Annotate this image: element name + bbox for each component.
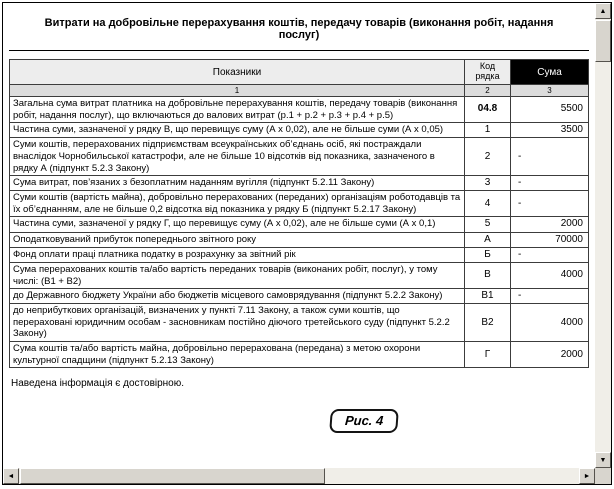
sum-cell: 2000 [511,342,589,368]
indicator-cell: до неприбуткових організацій, визначених у пункті 7.11 Закону, а також суми коштів, що перераховані юридичним особам - засновникам постійно діючого третейського суду (підпункт 5.2.2 Закону) [10,304,465,342]
table-header-row [10,60,589,85]
header-indicators: Показники [10,60,465,85]
figure-callout [329,409,399,433]
code-cell: 1 [465,123,511,138]
code-cell: А [465,232,511,247]
sum-cell: 5500 [511,97,589,123]
scroll-left-icon: ◄ [7,472,15,480]
code-cell: 04.8 [465,97,511,123]
indicator-cell: Частина суми, зазначеної у рядку Г, що перевищує суму (А х 0,02), але не більше суми (А х 0,1) [10,217,465,232]
title-divider [9,50,589,51]
sum-cell: 4000 [511,304,589,342]
header-sum: Сума [511,60,589,85]
table-row [10,176,589,191]
scrollbar-corner [595,468,611,484]
sum-cell: - [511,138,589,176]
indicator-cell: до Державного бюджету України або бюджетів місцевого самоврядування (підпункт 5.2.2 Закону) [10,289,465,304]
table-row [10,123,589,138]
table-row [10,262,589,288]
table-row [10,191,589,217]
table-row [10,247,589,262]
code-cell: 3 [465,176,511,191]
indicator-cell: Суми коштів (вартість майна), добровільно перерахованих (переданих) організаціям роботодавців та їх об’єднанням, але не більше 0,2 відсотка від показника у рядку Б (підпункт 5.2.17 Закону) [10,191,465,217]
code-cell: Б [465,247,511,262]
table-row [10,232,589,247]
sum-cell: - [511,191,589,217]
table-row [10,97,589,123]
code-cell: 2 [465,138,511,176]
indicator-cell: Фонд оплати праці платника податку в розрахунку за звітний рік [10,247,465,262]
sum-cell: - [511,289,589,304]
scroll-down-icon: ▼ [599,456,607,464]
indicator-cell: Частина суми, зазначеної у рядку В, що перевищує суму (А х 0,02), але не більше суми (А х 0,05) [10,123,465,138]
sum-cell: 2000 [511,217,589,232]
scroll-right-icon: ► [583,472,591,480]
report-content [3,3,595,468]
code-cell: 5 [465,217,511,232]
column-number-2: 2 [465,85,511,97]
horizontal-scrollbar[interactable] [3,468,595,484]
table-row [10,342,589,368]
indicator-cell: Сума коштів та/або вартість майна, добровільно перерахована (передана) з метою охорони культурної спадщини (підпункт 5.2.13 Закону) [10,342,465,368]
table-row [10,217,589,232]
table-row [10,138,589,176]
scroll-left-button[interactable] [3,468,19,484]
footer-note: Наведена інформація є достовірною. [11,378,185,390]
scroll-up-button[interactable] [595,3,611,19]
indicator-cell: Оподатковуваний прибуток попереднього звітного року [10,232,465,247]
report-table-body [10,97,589,368]
figure-label: Рис. 4 [344,413,384,428]
column-number-1: 1 [10,85,465,97]
indicator-cell: Суми коштів, перерахованих підприємствам всеукраїнських об’єднань осіб, які постраждали внаслідок Чорнобильської катастрофи, але не більше 10 відсотків від показника, зазначеного в рядку А (підпункт 5.2.3 Закону) [10,138,465,176]
sum-cell: - [511,176,589,191]
indicator-cell: Сума перерахованих коштів та/або вартість переданих товарів (виконаних робіт, послуг), у тому числі: (В1 + В2) [10,262,465,288]
header-code: Код рядка [465,60,511,85]
code-cell: В2 [465,304,511,342]
column-number-3: 3 [511,85,589,97]
code-cell: В [465,262,511,288]
vertical-scrollbar[interactable] [595,3,611,468]
vertical-scroll-thumb[interactable] [595,20,611,62]
page-title: Витрати на добровільне перерахування коштів, передачу товарів (виконання робіт, надання послуг) [44,17,554,41]
report-table [9,59,589,368]
table-row [10,289,589,304]
sum-cell: 70000 [511,232,589,247]
code-cell: Г [465,342,511,368]
code-cell: В1 [465,289,511,304]
scroll-up-icon: ▲ [599,7,607,15]
sum-cell: 3500 [511,123,589,138]
report-window [2,2,612,485]
sum-cell: 4000 [511,262,589,288]
code-cell: 4 [465,191,511,217]
sum-cell: - [511,247,589,262]
indicator-cell: Загальна сума витрат платника на добровільне перерахування коштів, передачу товарів (виконання робіт, надання послуг), що включаються до валових витрат (р.1 + р.2 + р.3 + р.4 + р.5) [10,97,465,123]
indicator-cell: Сума витрат, пов’язаних з безоплатним наданням вугілля (підпункт 5.2.11 Закону) [10,176,465,191]
table-row [10,304,589,342]
scroll-right-button[interactable] [579,468,595,484]
column-numbers-row [10,85,589,97]
horizontal-scroll-thumb[interactable] [20,468,325,484]
scroll-down-button[interactable] [595,452,611,468]
